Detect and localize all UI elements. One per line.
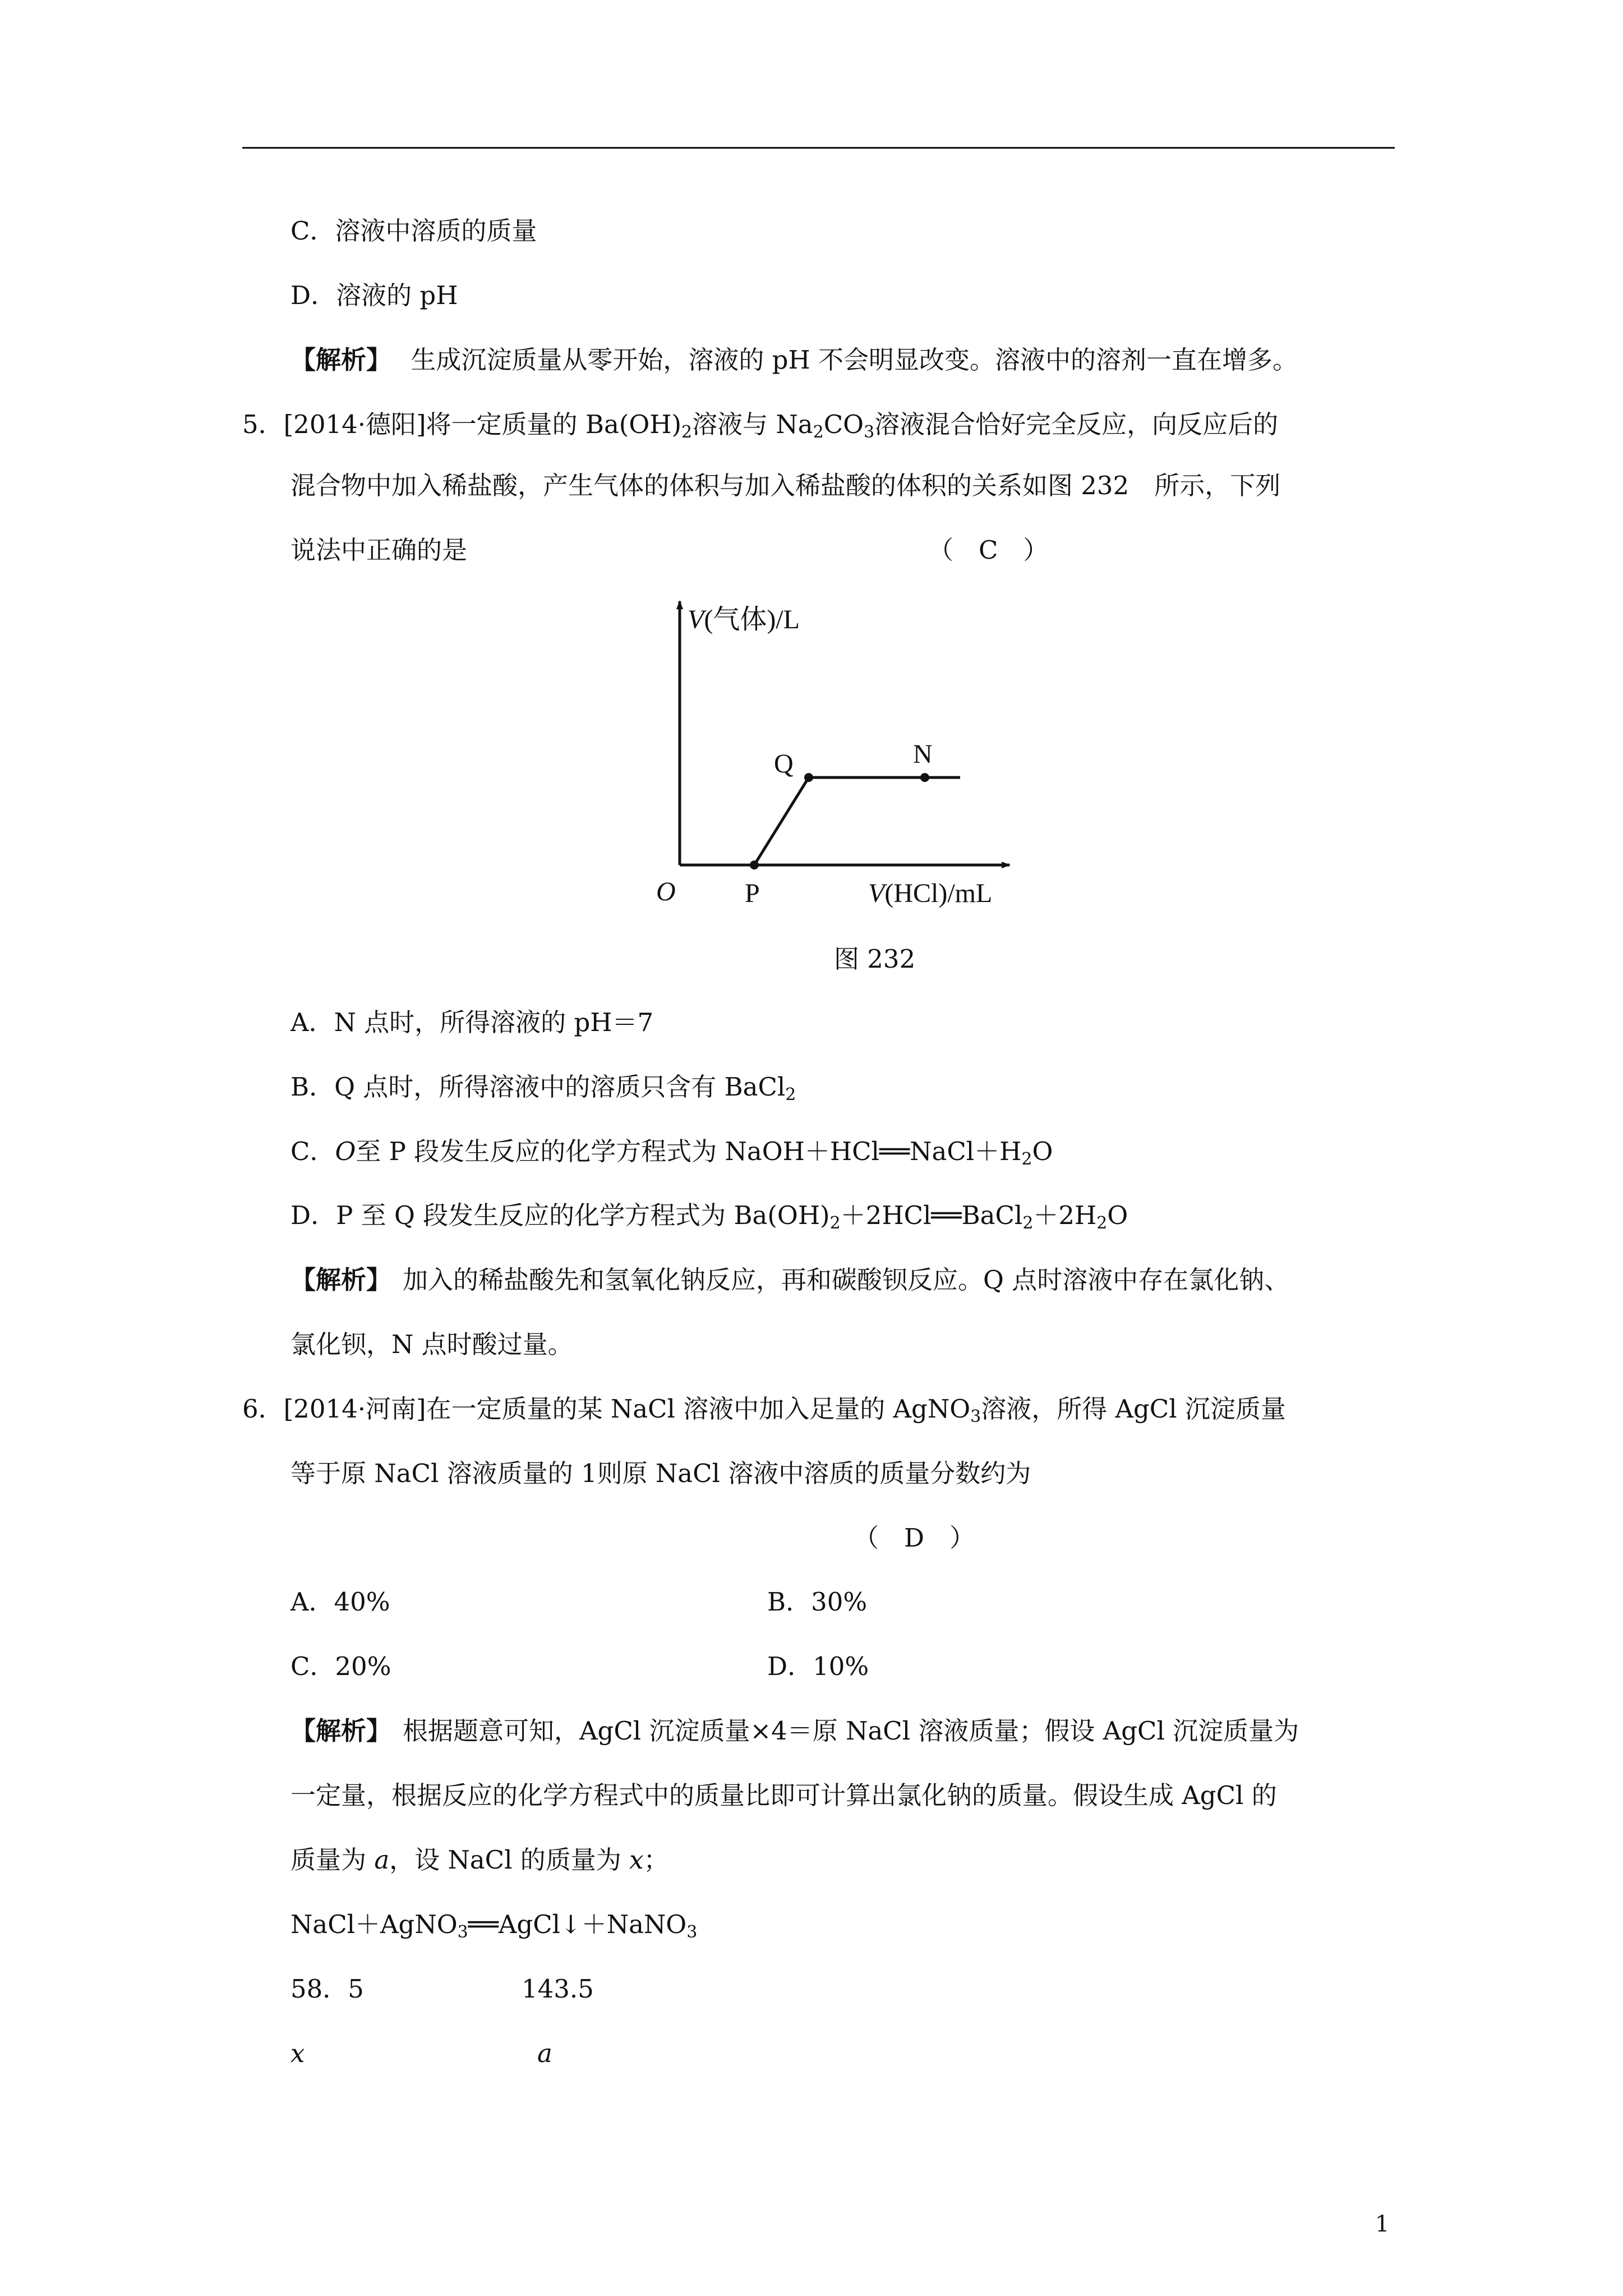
q6-var-a: a: [537, 2039, 552, 2068]
q5-answer: （ C ）: [928, 535, 1049, 565]
page-number: 1: [1375, 2211, 1390, 2237]
stem-text: 溶液与 Na: [692, 409, 813, 439]
equation-text: NaCl＋AgNO: [291, 1910, 458, 1939]
q5-stem-line2: 混合物中加入稀盐酸，产生气体的体积与加入稀盐酸的体积的关系如图 232 所示，下列: [291, 471, 1281, 500]
analysis-text: 质量为: [291, 1845, 367, 1875]
q6-equation: [291, 1908, 697, 1949]
q6-analysis-line1: [291, 1714, 1299, 1748]
option-text: ＋2H: [1033, 1200, 1097, 1230]
q5-option-a: A．N 点时，所得溶液的 pH＝7: [291, 1007, 654, 1037]
subscript: 2: [1096, 1213, 1108, 1233]
point-p-label: P: [745, 878, 760, 908]
option-text: 至 P 段发生反应的化学方程式为 NaOH＋HCl══NaCl＋H: [356, 1137, 1022, 1166]
q6-answer: （ D ）: [854, 1523, 975, 1553]
q5-analysis-line1: [291, 1263, 1289, 1297]
q5-option-d: [291, 1199, 1128, 1240]
analysis-text: 生成沉淀质量从零开始，溶液的 pH 不会明显改变。溶液中的溶剂一直在增多。: [411, 345, 1298, 375]
subscript: 3: [686, 1922, 698, 1942]
q4-analysis: [291, 343, 1298, 377]
figure-232-graph: [617, 589, 1066, 914]
variable-a: a: [374, 1845, 390, 1875]
y-axis-unit: (气体)/L: [704, 605, 800, 634]
q6-option-d: D．10%: [767, 1651, 869, 1681]
q5-option-b: [291, 1070, 796, 1112]
subscript: 2: [681, 422, 693, 442]
analysis-text: 加入的稀盐酸先和氢氧化钠反应，再和碳酸钡反应。Q 点时溶液中存在氯化钠、: [403, 1265, 1290, 1295]
subscript: 2: [1022, 1213, 1034, 1233]
analysis-text: 根据题意可知，AgCl 沉淀质量×4＝原 NaCl 溶液质量；假设 AgCl 沉淀质量为: [403, 1716, 1299, 1746]
stem-text: 6．[2014·河南]在一定质量的某 NaCl 溶液中加入足量的 AgNO: [242, 1394, 971, 1424]
option-text: O: [1107, 1200, 1128, 1230]
q6-option-c: C．20%: [291, 1651, 391, 1681]
analysis-tag: 【解析】: [291, 1716, 392, 1746]
y-axis-label: [688, 605, 800, 634]
option-text: C．: [291, 1137, 335, 1166]
subscript: 3: [864, 422, 875, 442]
analysis-tag: 【解析】: [291, 1265, 392, 1295]
q4-option-c: C．溶液中溶质的质量: [291, 216, 537, 246]
q6-stem-line1: [242, 1392, 1286, 1434]
point-n-label: N: [913, 739, 933, 769]
analysis-text: ，设 NaCl 的质量为: [389, 1845, 621, 1875]
q6-mass-nacl: 58．5: [291, 1974, 364, 2004]
header-rule: [242, 147, 1395, 149]
analysis-text: ；: [643, 1845, 669, 1875]
q6-mass-agcl: 143.5: [522, 1974, 594, 2004]
subscript: 2: [829, 1213, 841, 1233]
q6-analysis-line2: 一定量，根据反应的化学方程式中的质量比即可计算出氯化钠的质量。假设生成 AgCl 的: [291, 1780, 1277, 1810]
q5-stem-line3: 说法中正确的是: [291, 535, 468, 565]
q5-analysis-line2: 氯化钡，N 点时酸过量。: [291, 1329, 573, 1359]
figure-caption: 图 232: [834, 944, 916, 974]
option-text: D．P 至 Q 段发生反应的化学方程式为 Ba(OH): [291, 1200, 830, 1230]
point-q: [804, 773, 813, 782]
subscript: 2: [785, 1085, 796, 1105]
stem-text: CO: [823, 409, 864, 439]
q6-stem-line2: 等于原 NaCl 溶液质量的 1则原 NaCl 溶液中溶质的质量分数约为: [291, 1458, 1031, 1488]
q6-analysis-line3: [291, 1843, 669, 1877]
x-axis-label: [868, 878, 992, 908]
subscript: 2: [813, 422, 824, 442]
origin-label: O: [656, 877, 676, 907]
q5-option-c: [291, 1135, 1053, 1176]
subscript: 3: [970, 1407, 981, 1427]
q5-stem-line1: [242, 408, 1278, 449]
q6-option-a: A．40%: [291, 1587, 390, 1617]
point-p: [750, 861, 759, 869]
stem-text: 溶液，所得 AgCl 沉淀质量: [981, 1394, 1286, 1424]
origin-ref: O: [335, 1137, 356, 1166]
x-axis-var: V: [868, 878, 885, 908]
analysis-tag: 【解析】: [291, 345, 392, 375]
q4-option-d: D．溶液的 pH: [291, 280, 458, 310]
y-axis-var: V: [688, 605, 704, 634]
point-n: [920, 773, 929, 782]
subscript: 3: [457, 1922, 468, 1942]
option-text: O: [1032, 1137, 1053, 1166]
q6-var-x: x: [291, 2039, 305, 2068]
q6-option-b: B．30%: [767, 1587, 868, 1617]
subscript: 2: [1021, 1149, 1032, 1169]
stem-text: 5．[2014·德阳]将一定质量的 Ba(OH): [242, 409, 682, 439]
x-axis-unit: (HCl)/mL: [884, 878, 993, 908]
variable-x: x: [629, 1845, 644, 1875]
stem-text: 溶液混合恰好完全反应，向反应后的: [874, 409, 1279, 439]
equation-text: ══AgCl↓＋NaNO: [468, 1910, 687, 1939]
point-q-label: Q: [774, 749, 794, 779]
option-text: ＋2HCl══BaCl: [840, 1200, 1023, 1230]
option-text: B．Q 点时，所得溶液中的溶质只含有 BaCl: [291, 1072, 786, 1102]
line-p-to-q: [754, 777, 809, 865]
